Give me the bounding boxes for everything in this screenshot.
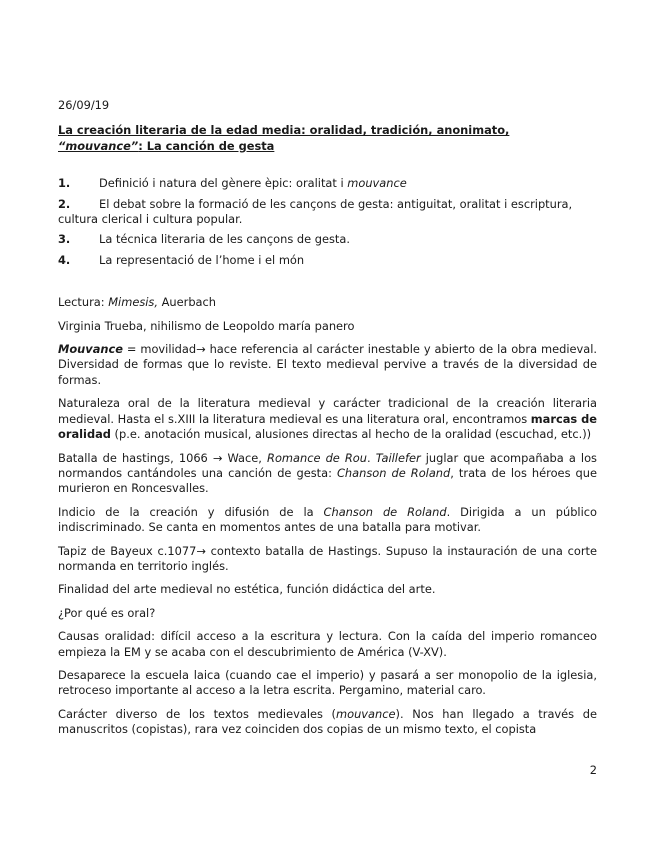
topic-outline (58, 176, 597, 268)
paragraph-mouvance (58, 342, 597, 388)
text-span: Lectura: (58, 295, 109, 310)
paragraph-causas: Causas oralidad: difícil acceso a la escritura y lectura. Con la caída del imperio romanceo empieza la EM y se acaba con el descubrimiento de América (V-XV). (58, 629, 597, 659)
page-number: 2 (589, 763, 597, 777)
document-body (58, 98, 597, 746)
outline-italic: mouvance (347, 176, 407, 191)
paragraph-porque: ¿Por qué es oral? (58, 605, 156, 620)
paragraph-tapiz: Tapiz de Bayeux c.1077→ contexto batalla de Hastings. Supuso la instauración de una corte normanda en territorio inglés. (58, 543, 597, 573)
text-span: . (367, 450, 376, 465)
outline-item (58, 253, 597, 268)
title-part-1: La creación literaria de la edad media: oralidad, tradición, anonimato, (58, 123, 510, 138)
paragraph-desaparece: Desaparece la escuela laica (cuando cae el imperio) y pasará a ser monopolio de la iglesia, retroceso importante al acceso a la letra escrita. Pergamino, material caro. (58, 667, 597, 698)
paragraph-batalla (58, 451, 597, 497)
paragraph-caracter (58, 707, 597, 738)
date: 26/09/19 (58, 98, 110, 112)
outline-text: La representació de l’home i el món (99, 252, 305, 267)
text-span: Auerbach (158, 295, 217, 310)
title-part-2: : La canción de gesta (138, 138, 275, 153)
bold-italic-span: Mouvance (58, 342, 123, 357)
italic-span: Taillefer (375, 450, 421, 465)
text-span: Carácter diverso de los textos medievales ( (58, 706, 337, 721)
document-title (58, 123, 597, 154)
text-span: Naturaleza oral de la literatura medieval y carácter tradicional de la creación literaria medieval. Hasta el s.XIII la literatura medieval es una literatura oral, encontramos (58, 396, 597, 426)
italic-span: mouvance (336, 706, 396, 721)
paragraph-lectura (58, 295, 597, 310)
outline-text: La técnica literaria de les cançons de gesta. (99, 232, 350, 247)
outline-item (58, 197, 597, 228)
outline-item (58, 232, 597, 247)
text-span: . Dirigida a un público indiscriminado. Se canta en momentos antes de una batalla para motivar. (58, 504, 597, 535)
paragraph-finalidad: Finalidad del arte medieval no estética, función didáctica del arte. (58, 582, 436, 597)
title-mouvance: “mouvance” (58, 138, 139, 153)
italic-span: Chanson de Roland (336, 465, 451, 480)
text-span: Batalla de hastings, 1066 → Wace, (58, 450, 268, 465)
outline-text: Definició i natura del gènere èpic: oralitat i (99, 176, 348, 191)
spacer (58, 273, 597, 295)
outline-number: 1. (58, 176, 71, 191)
paragraph-virginia: Virginia Trueba, nihilismo de Leopoldo maría panero (58, 318, 355, 333)
text-span: ). Nos han llegado a través de manuscritos (copistas), rara vez coinciden dos copias de un mismo texto, el copista (58, 706, 597, 737)
text-span: = movilidad→ hace referencia al carácter inestable y abierto de la obra medieval. Diversidad de formas que lo reviste. El texto medieval pervive a través de la diversidad de formas. (58, 342, 597, 387)
outline-item (58, 176, 597, 191)
outline-number: 2. (58, 196, 71, 211)
text-span: juglar que acompañaba a los normandos cantándoles una canción de gesta: (58, 450, 597, 480)
italic-span: Mimesis, (108, 295, 158, 310)
paragraph-indicio (58, 505, 597, 536)
text-span: , trata de los héroes que murieron en Roncesvalles. (58, 465, 597, 496)
outline-number: 3. (58, 232, 71, 247)
paragraph-naturaleza (58, 396, 597, 442)
text-span: Indicio de la creación y difusión de la (58, 504, 324, 519)
bold-span: marcas de oralidad (58, 411, 598, 442)
text-span: (p.e. anotación musical, alusiones directas al hecho de la oralidad (escuchad, etc.)) (110, 427, 592, 442)
outline-number: 4. (58, 252, 71, 267)
italic-span: Romance de Rou (267, 450, 367, 465)
italic-span: Chanson de Roland (323, 504, 447, 519)
outline-text: El debat sobre la formació de les cançons de gesta: antiguitat, oralitat i escriptura, cultura clerical i cultura popular. (58, 196, 573, 227)
